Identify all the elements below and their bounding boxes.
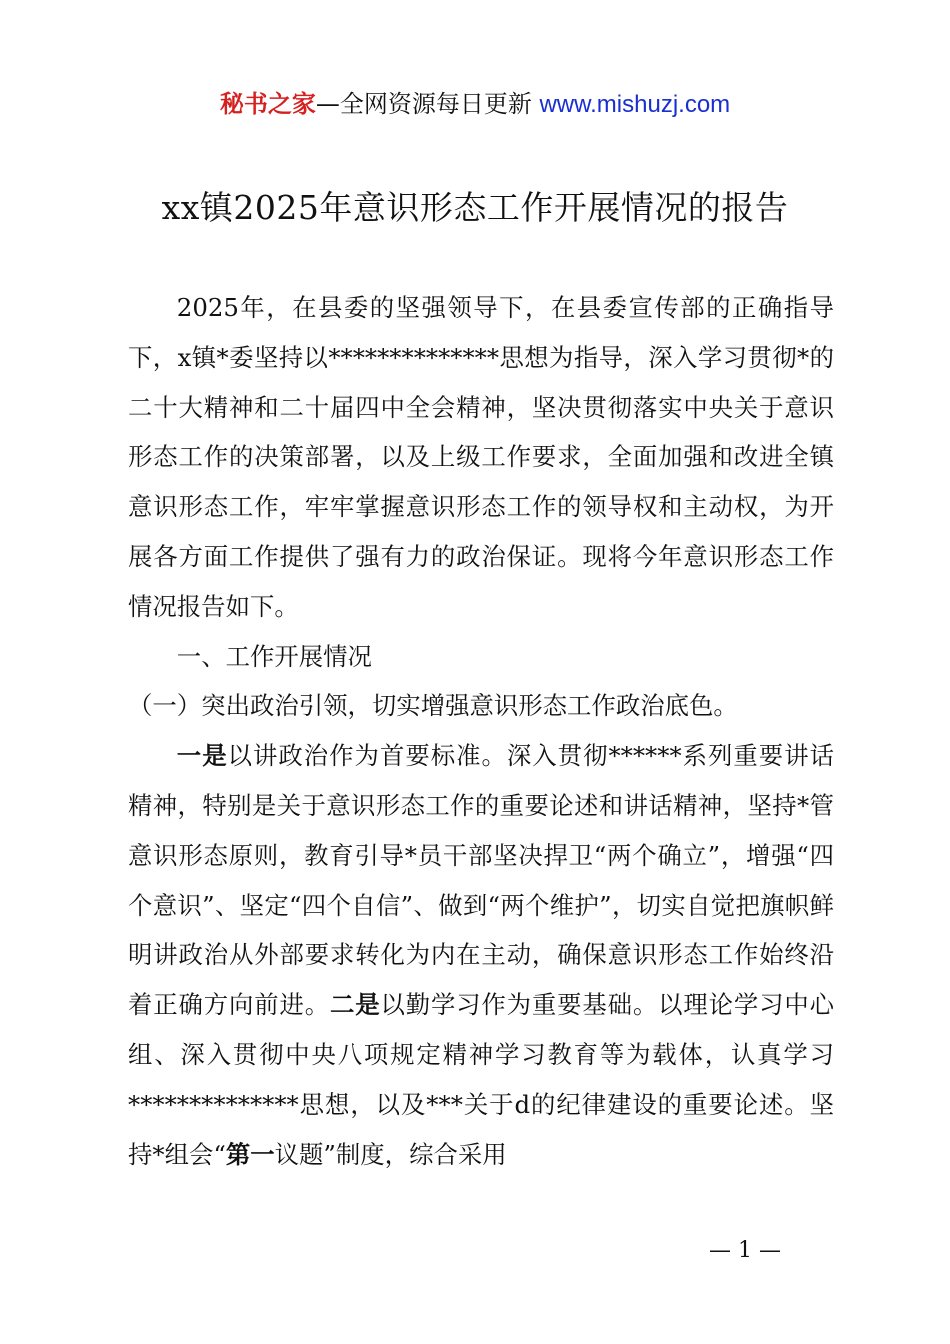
site-brand: 秘书之家: [219, 90, 316, 118]
document-body: [128, 283, 834, 1179]
body-paragraph: [128, 731, 834, 1179]
page-number: — 1 —: [709, 1238, 781, 1263]
section-heading: 一、工作开展情况: [176, 641, 372, 671]
site-url[interactable]: www.mishuzj.com: [539, 91, 731, 118]
emphasis-text: 第一: [225, 1139, 275, 1169]
point-text: 议题”制度，综合采用: [274, 1139, 507, 1169]
document-title: xx镇2025年意识形态工作开展情况的报告: [161, 188, 789, 227]
site-slogan: —全网资源每日更新: [315, 90, 532, 118]
intro-paragraph: 2025年，在县委的坚强领导下，在县委宣传部的正确指导下，x镇*委坚持以**************思想为指导，深入学习贯彻*的二十大精神和二十届四中全会精神，坚决贯彻落实中央关于意识形态工作的决策部署，以及上级工作要求，全面加强和改进全镇意识形态工作，牢牢掌握意识形态工作的领导权和主动权，为开展各方面工作提供了强有力的政治保证。现将今年意识形态工作情况报告如下。: [128, 293, 834, 621]
subsection-heading: （一）突出政治引领，切实增强意识形态工作政治底色。: [128, 691, 738, 721]
point-text: 以讲政治作为首要标准。深入贯彻******系列重要讲话精神，特别是关于意识形态工作的重要论述和讲话精神，坚持*管意识形态原则，教育引导*员干部坚决捍卫“两个确立”，增强“四个意识”、坚定“四个自信”、做到“两个维护”，切实自觉把旗帜鲜明讲政治从外部要求转化为内在主动，确保意识形态工作始终沿着正确方向前进。: [128, 741, 834, 1020]
point-label: 二是: [329, 990, 381, 1020]
point-text: 以勤学习作为重要基础。以理论学习中心组、深入贯彻中央八项规定精神学习教育等为载体，认真学习**************思想，以及***关于d的纪律建设的重要论述。坚持*组会“: [128, 990, 834, 1169]
site-watermark-header: [0, 84, 950, 119]
point-label: 一是: [176, 741, 228, 771]
